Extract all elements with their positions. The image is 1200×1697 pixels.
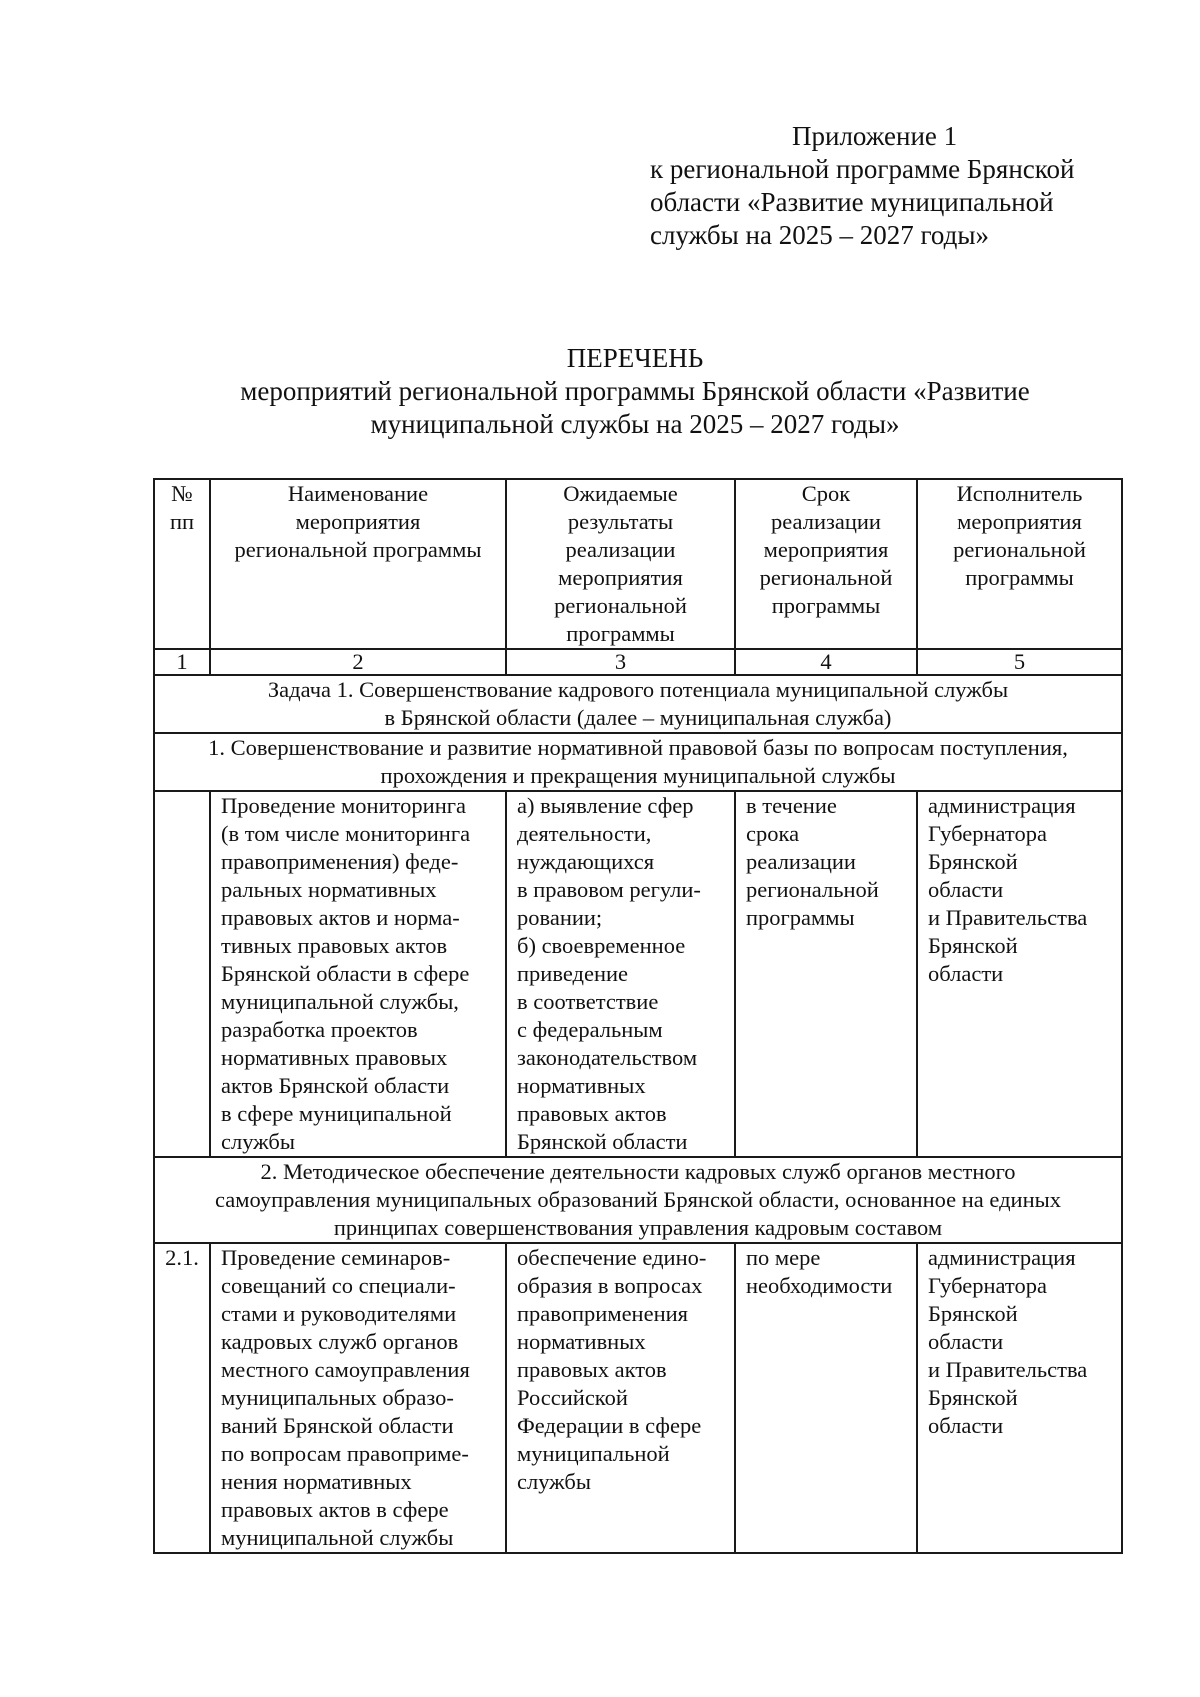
row-name-cell: Проведение семинаров- совещаний со специали- стами и руководителями кадровых служб органов местного самоуправления муниципальных образо- ваний Брянской области по вопросам правоприме- нения нормативных правовых актов в сфере муниципальной службы [210,1243,506,1553]
table-row [154,1243,1122,1553]
column-number: 5 [917,649,1122,675]
column-numbers-row [154,649,1122,675]
row-term-cell: в течение срока реализации региональной программы [735,791,917,1157]
table-header-row [154,479,1122,649]
row-number-cell: 2.1. [154,1243,210,1553]
row-executor-cell: администрация Губернатора Брянской области и Правительства Брянской области [917,1243,1122,1553]
appendix-line: области «Развитие муниципальной [650,187,1054,217]
column-number: 4 [735,649,917,675]
header-cell-term: Срок реализации мероприятия региональной программы [735,479,917,649]
row-name-cell: Проведение мониторинга (в том числе мониторинга правоприменения) феде- ральных нормативных правовых актов и норма- тивных правовых актов Брянской области в сфере муниципальной службы, разработка проектов нормативных правовых актов Брянской области в сфере муниципальной службы [210,791,506,1157]
row-number-cell [154,791,210,1157]
appendix-note [650,120,1170,252]
appendix-line: Приложение 1 [792,121,958,151]
document-title: ПЕРЕЧЕНЬ [566,343,704,373]
header-cell-name: Наименование мероприятия региональной программы [210,479,506,649]
row-results-cell: обеспечение едино- образия в вопросах правоприменения нормативных правовых актов Российской Федерации в сфере муниципальной службы [506,1243,735,1553]
section-row [154,1157,1122,1243]
column-number: 2 [210,649,506,675]
header-cell-executor: Исполнитель мероприятия региональной программы [917,479,1122,649]
row-results-cell: а) выявление сфер деятельности, нуждающихся в правовом регули- ровании; б) своевременное приведение в соответствие с федеральным законодательством нормативных правовых актов Брянской области [506,791,735,1157]
document-subtitle-line: муниципальной службы на 2025 – 2027 годы» [370,409,900,439]
column-number: 3 [506,649,735,675]
header-cell-results: Ожидаемые результаты реализации мероприятия региональной программы [506,479,735,649]
appendix-line: службы на 2025 – 2027 годы» [650,220,989,250]
document-heading [150,342,1120,441]
appendix-line: к региональной программе Брянской [650,154,1075,184]
task-cell: Задача 1. Совершенствование кадрового потенциала муниципальной службы в Брянской области (далее – муниципальная служба) [154,675,1122,733]
column-number: 1 [154,649,210,675]
section-row [154,733,1122,791]
header-cell-number: № пп [154,479,210,649]
table-row [154,791,1122,1157]
task-row [154,675,1122,733]
measures-table [153,478,1123,1554]
section-cell: 2. Методическое обеспечение деятельности кадровых служб органов местного самоуправления муниципальных образований Брянской области, основанное на единых принципах совершенствования управления кадровым составом [154,1157,1122,1243]
document-subtitle-line: мероприятий региональной программы Брянской области «Развитие [240,376,1030,406]
row-term-cell: по мере необходимости [735,1243,917,1553]
section-cell: 1. Совершенствование и развитие нормативной правовой базы по вопросам поступления, прохождения и прекращения муниципальной службы [154,733,1122,791]
row-executor-cell: администрация Губернатора Брянской области и Правительства Брянской области [917,791,1122,1157]
